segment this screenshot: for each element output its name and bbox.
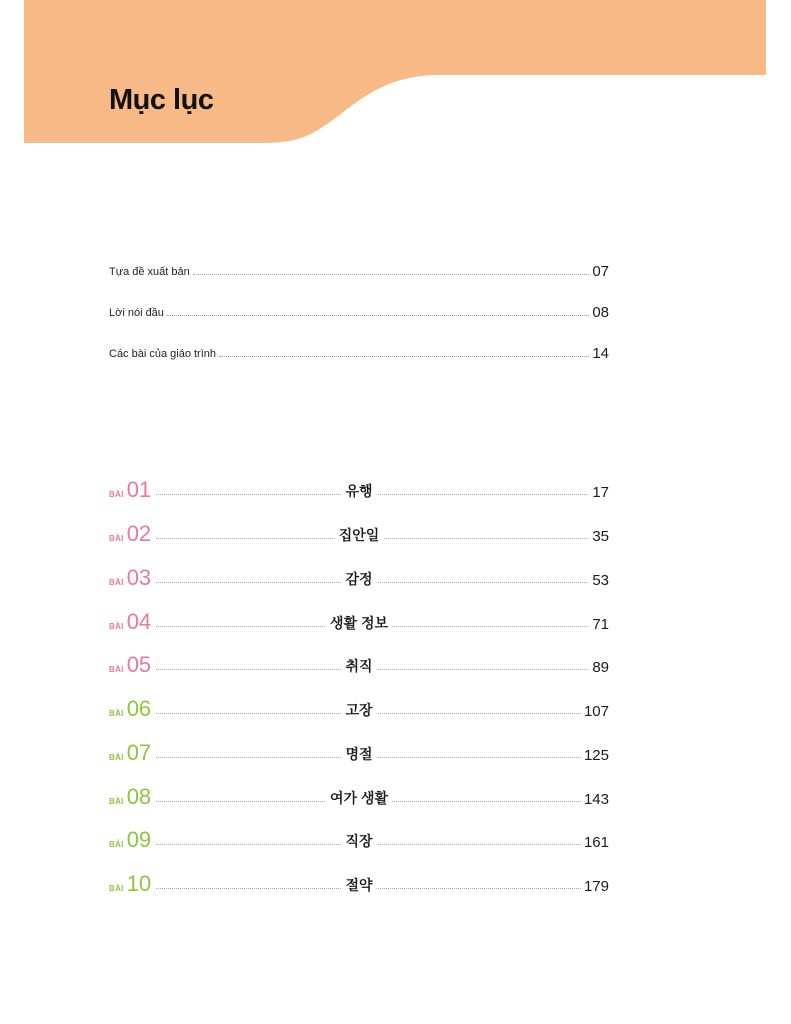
toc-row-front-2[interactable] — [109, 299, 609, 323]
toc-row-front-3[interactable] — [109, 340, 609, 364]
lesson-number: 09 — [126, 827, 152, 852]
dot-leader — [193, 274, 590, 275]
lesson-title: 집안일 — [335, 525, 384, 545]
lesson-tag — [109, 742, 151, 764]
dot-leader — [167, 315, 589, 316]
lesson-number: 03 — [126, 565, 152, 590]
lesson-tag — [109, 611, 151, 633]
lesson-title: 감정 — [341, 569, 376, 589]
lesson-prefix: BÀI — [109, 884, 124, 893]
lesson-page-number: 125 — [583, 747, 609, 764]
lesson-prefix: BÀI — [109, 665, 124, 674]
lesson-prefix: BÀI — [109, 797, 124, 806]
toc-page-number: 14 — [592, 345, 609, 362]
lesson-tag — [109, 786, 151, 808]
lesson-number: 04 — [126, 609, 152, 634]
lesson-row-05[interactable] — [109, 650, 609, 676]
page-title: Mục lục — [109, 84, 214, 116]
lesson-row-07[interactable] — [109, 738, 609, 764]
toc-row-front-1[interactable] — [109, 258, 609, 282]
lesson-title: 여가 생활 — [326, 788, 392, 808]
lesson-row-06[interactable] — [109, 694, 609, 720]
dot-leader — [219, 356, 589, 357]
lesson-tag — [109, 567, 151, 589]
header-band-shape — [24, 0, 766, 143]
lesson-prefix: BÀI — [109, 578, 124, 587]
lesson-number: 07 — [126, 740, 152, 765]
toc-page-number: 07 — [592, 263, 609, 280]
lesson-row-10[interactable] — [109, 869, 609, 895]
lesson-title: 취직 — [341, 656, 376, 676]
lesson-prefix: BÀI — [109, 753, 124, 762]
lesson-prefix: BÀI — [109, 622, 124, 631]
toc-entry-label: Lời nói đầu — [109, 307, 164, 319]
lesson-row-03[interactable] — [109, 563, 609, 589]
lesson-page-number: 143 — [583, 791, 609, 808]
toc-entry-label: Các bài của giáo trình — [109, 348, 217, 360]
lesson-number: 10 — [126, 871, 152, 896]
lesson-prefix: BÀI — [109, 534, 124, 543]
lesson-row-01[interactable] — [109, 475, 609, 501]
toc-page-number: 08 — [592, 304, 609, 321]
lesson-tag — [109, 873, 151, 895]
lesson-number: 02 — [126, 521, 152, 546]
lesson-row-04[interactable] — [109, 607, 609, 633]
lesson-tag — [109, 523, 151, 545]
lesson-page-number: 53 — [592, 572, 609, 589]
lesson-number: 01 — [126, 477, 152, 502]
lesson-page-number: 161 — [583, 834, 609, 851]
lesson-number: 05 — [126, 652, 152, 677]
lesson-row-09[interactable] — [109, 825, 609, 851]
lesson-page-number: 71 — [592, 616, 609, 633]
lesson-tag — [109, 479, 151, 501]
lesson-page-number: 107 — [583, 703, 609, 720]
lesson-prefix: BÀI — [109, 709, 124, 718]
lesson-page-number: 179 — [583, 878, 609, 895]
toc-entry-label: Tựa đề xuất bản — [109, 266, 190, 278]
lesson-row-02[interactable] — [109, 519, 609, 545]
lesson-prefix: BÀI — [109, 840, 124, 849]
lesson-number: 06 — [126, 696, 152, 721]
lesson-title: 유행 — [341, 481, 376, 501]
lesson-page-number: 89 — [592, 659, 609, 676]
lesson-number: 08 — [126, 784, 152, 809]
lesson-title: 명절 — [341, 744, 376, 764]
lesson-title: 절약 — [341, 875, 376, 895]
lesson-tag — [109, 698, 151, 720]
lesson-page-number: 35 — [592, 528, 609, 545]
lesson-tag — [109, 654, 151, 676]
lesson-title: 직장 — [341, 831, 376, 851]
lesson-title: 생활 정보 — [326, 613, 392, 633]
lesson-page-number: 17 — [592, 484, 609, 501]
lesson-prefix: BÀI — [109, 490, 124, 499]
lesson-title: 고장 — [341, 700, 376, 720]
header-band — [0, 0, 791, 150]
lesson-tag — [109, 829, 151, 851]
lesson-row-08[interactable] — [109, 782, 609, 808]
